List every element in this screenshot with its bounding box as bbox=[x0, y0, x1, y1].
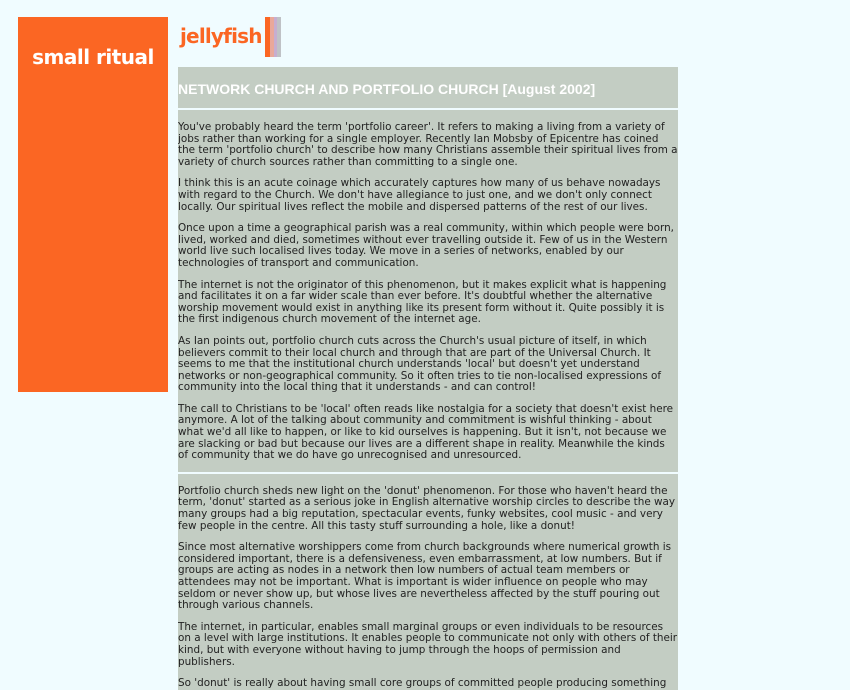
paragraph: Since most alternative worshippers come from church backgrounds where numerical growth is considered important, there is a defensiveness, even embarrassment, at low numbers. But if groups are acting as nodes in a network then low numbers of actual team members or attendees may not be important. What is important is wider influence on people who may seldom or never show up, but whose lives are nevertheless affected by the stuff pouring out through various channels. bbox=[178, 541, 672, 612]
article-title: NETWORK CHURCH AND PORTFOLIO CHURCH [August 2002] bbox=[178, 81, 596, 97]
paragraph: You've probably heard the term 'portfolio career'. It refers to making a living from a variety of jobs rather than working for a single employer. Recently Ian Mobsby of Epicentre has coined the term 'portfolio church' to describe how many Christians assemble their spiritual lives from a variety of church sources rather than committing to a single one. bbox=[178, 121, 678, 168]
paragraph: The internet is not the originator of this phenomenon, but it makes explicit what is happening and facilitates it on a far wider scale than ever before. It's doubtful whether the alternative worship movement would exist in anything like its present form without it. Quite possibly it is the first indigenous church movement of the internet age. bbox=[178, 278, 667, 326]
article-section-2 bbox=[178, 474, 678, 690]
paragraph: So 'donut' is really about having small core groups of committed people producing something bbox=[178, 677, 667, 690]
sidebar bbox=[18, 17, 168, 392]
paragraph: Once upon a time a geographical parish was a real community, within which people were born, lived, worked and died, sometimes without ever travelling outside it. Few of us in the Western world live such localised lives today. We move in a series of networks, enabled by our technologies of transport and communication. bbox=[178, 222, 674, 269]
paragraph: As Ian points out, portfolio church cuts across the Church's usual picture of itself, in which believers commit to their local church and through that are part of the Universal Church. It seems to me that the institutional church understands 'local' but doesn't yet understand networks or non-geographical community. So it often tries to tie non-localised expressions of community into the local thing that it understands - and can control! bbox=[178, 334, 662, 394]
paragraph: The internet, in particular, enables small marginal groups or even individuals to be resources on a level with large institutions. It enables people to communicate not only with others of their kind, but with everyone without having to jump through the hoops of permission and publishers. bbox=[178, 620, 678, 668]
paragraph: I think this is an acute coinage which accurately captures how many of us behave nowadays with regard to the Church. We don't have allegiance to just one, and we don't only connect locally. Our spiritual lives reflect the mobile and dispersed patterns of the rest of our lives. bbox=[178, 177, 661, 213]
paragraph: The call to Christians to be 'local' often reads like nostalgia for a society that doesn't exist here anymore. A lot of the talking about community and commitment is wishful thinking - about what we'd all like to happen, or like to kid ourselves is happening. But it isn't, not because we are slacking or bad but because our lives are a different shape in reality. Meanwhile the kinds of community that we do have go unrecognised and unresourced. bbox=[178, 402, 674, 462]
header-stripes bbox=[265, 17, 281, 57]
paragraph: Portfolio church sheds new light on the 'donut' phenomenon. For those who haven't heard the term, 'donut' started as a serious joke in English alternative worship circles to describe the way many groups had a big reputation, spectacular events, funky websites, cool music - and very few people in the centre. All this tasty stuff surrounding a hole, like a donut! bbox=[178, 484, 676, 532]
site-logo[interactable]: small ritual bbox=[32, 45, 154, 69]
stripe-4 bbox=[277, 17, 281, 57]
section-title[interactable]: jellyfish bbox=[180, 24, 262, 48]
article-section-1 bbox=[178, 110, 678, 462]
article-content bbox=[178, 67, 678, 690]
